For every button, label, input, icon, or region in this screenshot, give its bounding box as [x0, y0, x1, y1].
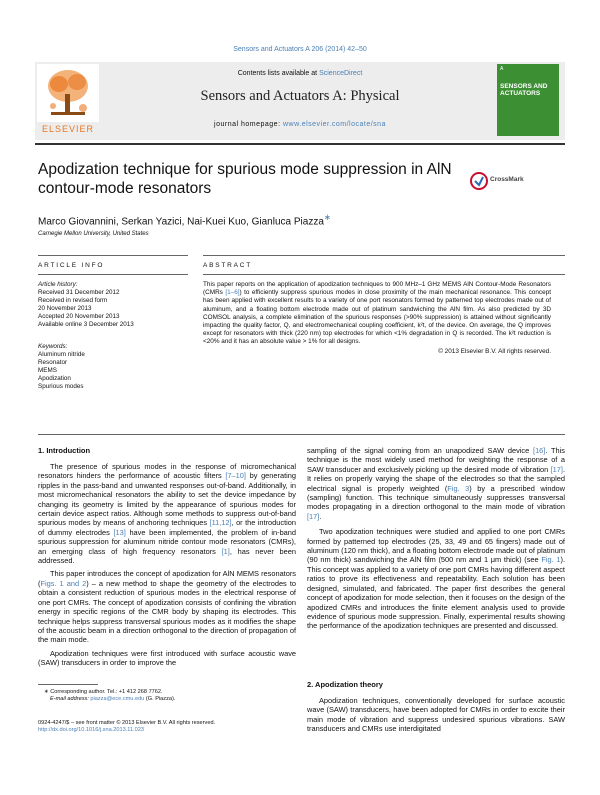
paragraph: Apodization techniques were first introduced with surface acoustic wave (SAW) transducers in order to improve the: [38, 648, 296, 668]
paragraph: [307, 527, 565, 630]
paragraph: [38, 569, 296, 644]
history-item: Available online 3 December 2013: [38, 321, 134, 328]
citation-link[interactable]: [1–6]: [225, 289, 240, 297]
section-heading-apodization-theory: 2. Apodization theory: [307, 680, 383, 689]
citation-link[interactable]: [1]: [221, 546, 230, 556]
paragraph: [38, 462, 296, 565]
abstract-text: ) to efficiently suppress spurious modes in close proximity of the main mechanical resonance. This concept has been applied with excellent results to a variety of one port resonators formed by patterned top electrodes made out of aluminum, and a floating bottom electrode made out of platinum sandwiching the AlN film. As also predicted by 3D COMSOL analysis, a complete elimination of the spurious responses (>90% suppression) is attained without significantly impacting the quality factor, Q, and electromechanical coupling coefficient, k²t, of the device. On average, the Q improves except for resonators with thick (220 nm) top electrodes for which <1% degradation in Q is recorded. The k²t reduction is <20% and it has an absolute value > 1% for all designs.: [203, 289, 551, 346]
keywords: [38, 343, 188, 391]
citation-link[interactable]: [16]: [533, 446, 546, 455]
citation-link[interactable]: [17]: [550, 464, 563, 474]
paragraph-text: . This technique is the most widely used method for weighting the response of a SAW transducer and exclusively picking up the desired mode of vibration: [307, 446, 565, 474]
homepage-line: [110, 121, 490, 128]
paragraph-text: by generating ripples in the pass-band and unwanted responses out-of-band. Additionally, in most micromechanical resonators the ability to set the device impedance by changing its geometry is limited by the appearance of spurious modes for certain device aspect ratios. Although some methods to suppress out-of-band spurious modes by means of anchoring techniques: [38, 471, 297, 528]
masthead-rule: [35, 143, 565, 145]
citation-link[interactable]: [17]: [307, 511, 320, 521]
crossmark-icon: [470, 172, 488, 190]
abstract-text: This paper reports on the application of apodization techniques to 900 MHz–1 GHz MEMS AlN Contour-Mode Resonators (CMRs: [203, 281, 551, 297]
paragraph-text: ) by a prescribed window (sampling) function. This technique simultaneously suppresses transversal modes propagating in a direction orthogonal to the main mode of vibration: [307, 483, 566, 512]
abstract-body: [203, 281, 551, 356]
paragraph-text: have been implemented, the problem of in-band spurious suppression for aluminum nitride contour mode resonators (CMRs), an emerging class of high frequency resonators: [38, 527, 297, 556]
contents-line: [110, 70, 490, 77]
cover-label: A: [500, 66, 504, 72]
paragraph: Apodization techniques, conventionally developed for surface acoustic wave (SAW) transducers, have been adopted for CMRs in order to excite their main mode of vibration and suppress undesired spurious vibrations. SAW transducers and CMRs use interdigitated: [307, 696, 565, 734]
article-history: [38, 281, 188, 329]
abstract-rule-top: [203, 255, 565, 256]
author-list: [38, 212, 518, 227]
email-link[interactable]: piazza@ece.cmu.edu: [90, 696, 145, 702]
history-item: 20 November 2013: [38, 305, 92, 312]
authors: Marco Giovannini, Serkan Yazici, Nai-Kuei Kuo, Gianluca Piazza: [38, 216, 324, 228]
paragraph-text: , has never been addressed.: [38, 546, 296, 566]
affiliation: Carnegie Mellon University, United States: [38, 231, 149, 237]
article-info-rule-top: [38, 255, 188, 256]
journal-cover-image: [497, 64, 559, 136]
journal-name: Sensors and Actuators A: Physical: [200, 88, 400, 104]
history-item: Received in revised form: [38, 297, 108, 304]
figure-link[interactable]: Fig. 3: [447, 483, 470, 493]
corresponding-author-mark[interactable]: ∗: [323, 212, 331, 222]
article-info-rule: [38, 274, 188, 275]
abstract-rule: [203, 274, 565, 275]
corresponding-author-note: ∗ Corresponding author. Tel.: +1 412 268 7762.: [44, 689, 163, 695]
citation-link[interactable]: [7–10]: [225, 471, 246, 481]
running-head: Sensors and Actuators A 206 (2014) 42–50: [233, 46, 367, 53]
email-line: [38, 696, 296, 703]
homepage-prefix: journal homepage:: [214, 121, 281, 128]
email-label: E-mail address:: [50, 696, 89, 702]
keyword: Spurious modes: [38, 383, 84, 390]
citation-link[interactable]: [11,12]: [209, 518, 232, 528]
issn-line: 0924-4247/$ – see front matter © 2013 Elsevier B.V. All rights reserved.: [38, 720, 216, 726]
footer-issn: [38, 720, 296, 734]
keyword: Apodization: [38, 375, 71, 382]
paragraph-text: This paper introduces the concept of apodization for AlN MEMS resonators (: [38, 569, 296, 588]
email-suffix: (G. Piazza).: [145, 696, 176, 702]
paragraph-text: .: [319, 511, 322, 521]
crossmark-label: CrossMark: [490, 176, 524, 183]
keyword: MEMS: [38, 367, 57, 374]
paragraph-text: sampling of the signal coming from an unapodized SAW device: [307, 446, 534, 455]
paragraph-text: ) – a new method to shape the geometry of the electrodes to obtain a consistent reduction of spurious modes in the electrical response of one port CMRs. The concept of apodization consists of confining the vibration energy in specific regions of the CMR body by shaping its electrodes. This technique helps suppress transversal spurious modes as it modifies the shape of the acoustic beam in a direction orthogonal to the direction of propagation of the main mode.: [38, 578, 296, 645]
footnote-rule: [38, 684, 98, 685]
sciencedirect-link[interactable]: ScienceDirect: [319, 70, 363, 77]
figure-link[interactable]: Figs. 1 and 2: [40, 578, 87, 588]
keyword: Aluminum nitride: [38, 351, 85, 358]
publisher-name: ELSEVIER: [41, 124, 95, 134]
journal-homepage-link[interactable]: www.elsevier.com/locate/sna: [282, 121, 386, 128]
crossmark-badge[interactable]: [470, 172, 530, 192]
paragraph-text: Two apodization techniques were studied and applied to one port CMRs formed by patterned top electrodes (25, 33, 49 and 65 fingers) made out of aluminum (120 nm thick), and a floating bottom electrode made out of platinum (90 nm thick) sandwiching the AlN film (500 nm and 1 μm thick) (see: [307, 527, 565, 565]
keywords-label: Keywords:: [38, 343, 68, 350]
article-info-heading: ARTICLE INFO: [38, 262, 105, 269]
paragraph-text: , or the introduction of dummy electrodes: [38, 518, 296, 537]
paragraph-text: ). This concept was applied to a variety of one port CMRs having different aspect ratios to prove its effectiveness and repeatability. Each solution has been designed, simulated, and fabricated. The paper first describes the general concept of apodization for mode selection, then it focuses on the design of the apodized CMRs and introduces the finite element analysis used to provide evidence of spurious mode suppression. Finally, experimental results showing the performance of the apodization techniques are presented and discussed.: [307, 555, 566, 631]
abstract-heading: ABSTRACT: [203, 262, 253, 269]
citation-link[interactable]: [13]: [113, 527, 126, 537]
history-item: Accepted 20 November 2013: [38, 313, 120, 320]
introduction-left-column: [38, 462, 296, 668]
figure-link[interactable]: Fig. 1: [541, 555, 561, 565]
footnote-corresponding: [38, 689, 296, 703]
abstract-bottom-rule: [38, 434, 565, 435]
doi-link[interactable]: http://dx.doi.org/10.1016/j.sna.2013.11.023: [38, 727, 144, 733]
elsevier-tree-logo: [37, 64, 99, 128]
contents-prefix: Contents lists available at: [237, 70, 318, 77]
introduction-right-column: [307, 446, 565, 631]
paragraph-text: . It relies on properly varying the shape of the electrodes so that the sampled electrical signal is properly weighted (: [307, 464, 565, 493]
keyword: Resonator: [38, 359, 68, 366]
article-title: Apodization technique for spurious mode suppression in AlN contour-mode resonators: [38, 161, 452, 197]
history-label: Article history:: [38, 281, 78, 288]
paragraph-text: The presence of spurious modes in the response of micromechanical resonators hinders the performance of acoustic filters: [38, 462, 296, 481]
section-heading-introduction: 1. Introduction: [38, 446, 91, 455]
history-item: Received 31 December 2012: [38, 289, 120, 296]
cover-title: SENSORS AND ACTUATORS: [500, 83, 548, 97]
paragraph: [307, 446, 565, 521]
copyright: © 2013 Elsevier B.V. All rights reserved.: [438, 347, 551, 355]
apodization-theory-text: [307, 696, 565, 734]
